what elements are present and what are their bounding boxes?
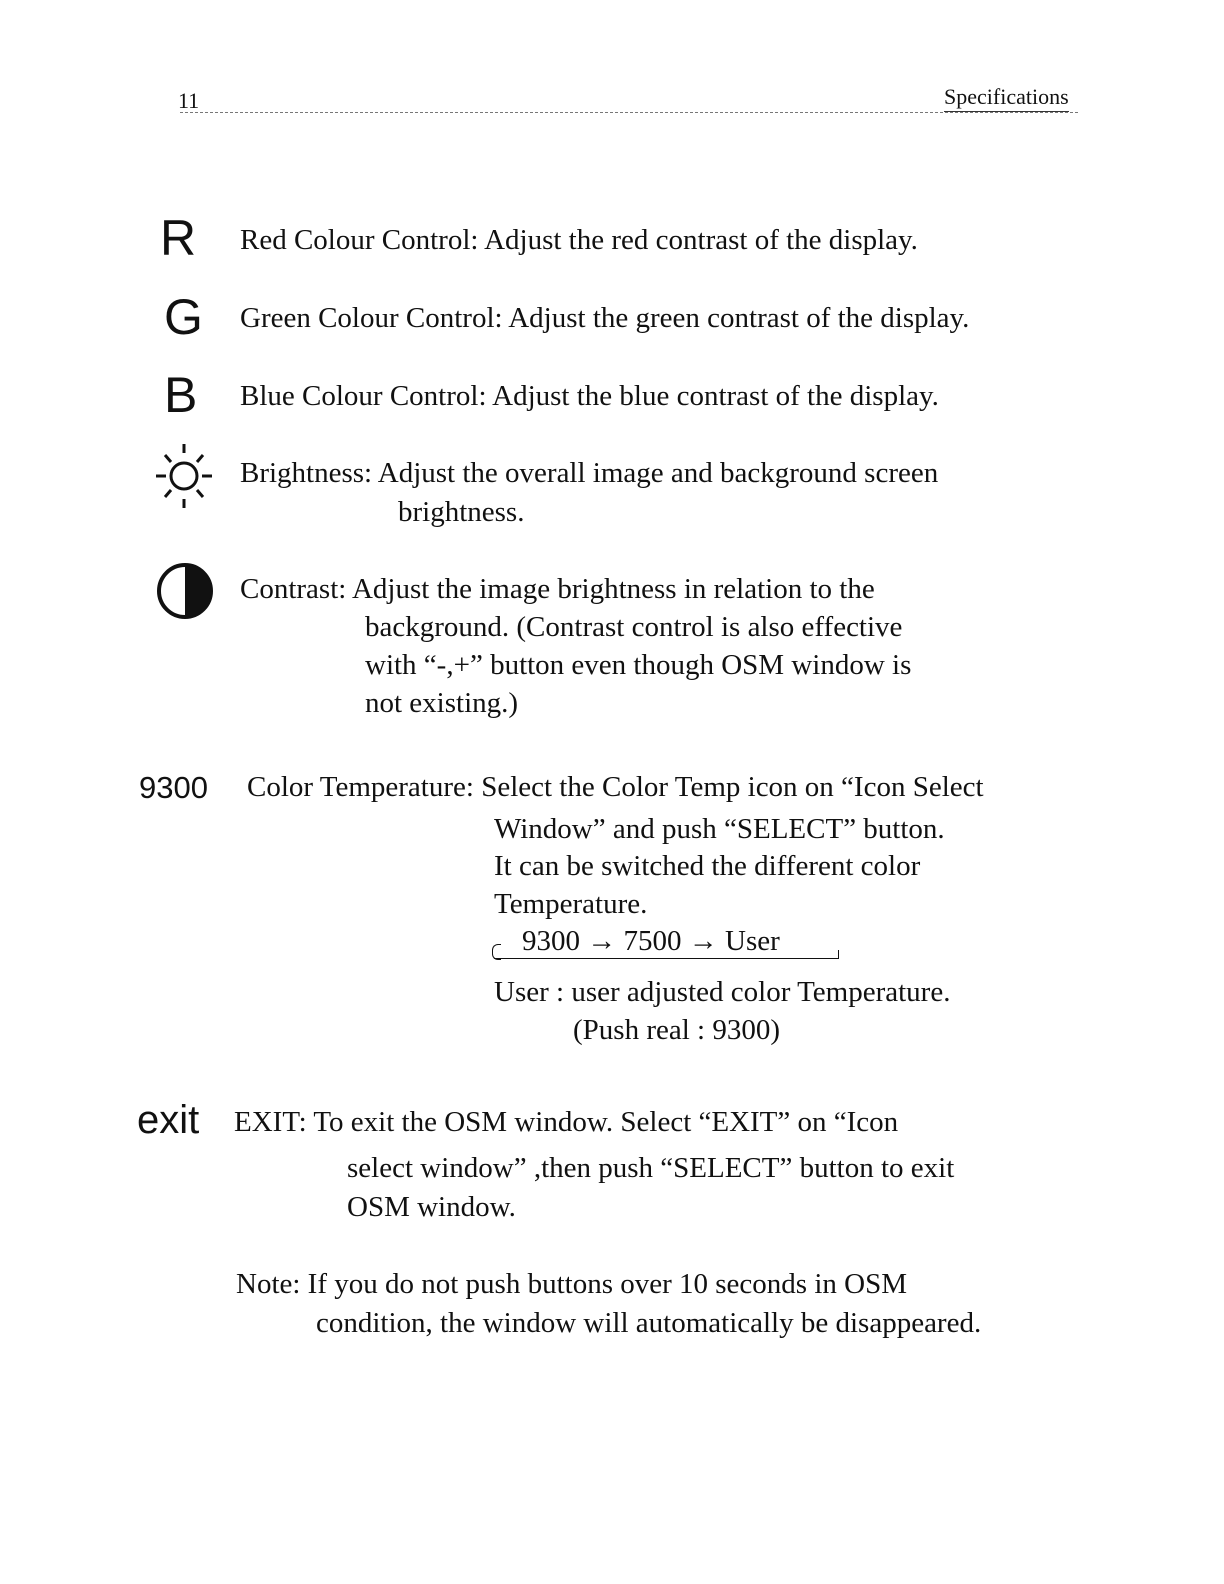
brightness-line-2: brightness. (398, 496, 525, 528)
color-temperature-line-5: User : user adjusted color Temperature. (494, 976, 951, 1008)
color-temperature-cycle: 9300 → 7500 → User (522, 925, 780, 957)
color-temperature-symbol: 9300 (139, 770, 208, 805)
contrast-line-3: with “-,+” button even though OSM window is (365, 649, 912, 681)
blue-symbol: B (164, 367, 198, 423)
page-number: 11 (178, 88, 200, 113)
contrast-line-4: not existing.) (365, 687, 519, 719)
exit-line-2: select window” ,then push “SELECT” button to exit (347, 1152, 955, 1184)
contrast-line-2: background. (Contrast control is also effective (365, 611, 903, 643)
contrast-half-circle-icon (156, 562, 214, 620)
color-temperature-line-6: (Push real : 9300) (573, 1014, 780, 1046)
blue-description: Blue Colour Control: Adjust the blue contrast of the display. (240, 380, 939, 412)
color-temperature-line-3: It can be switched the different color (494, 850, 921, 882)
header-rule (180, 112, 1078, 113)
red-description: Red Colour Control: Adjust the red contrast of the display. (240, 224, 918, 256)
exit-line-1: EXIT: To exit the OSM window. Select “EXIT” on “Icon (234, 1106, 899, 1138)
color-temperature-line-1: Color Temperature: Select the Color Temp icon on “Icon Select (247, 771, 984, 803)
note-line-2: condition, the window will automatically be disappeared. (316, 1307, 982, 1339)
color-temperature-line-2: Window” and push “SELECT” button. (494, 813, 945, 845)
note-line-1: Note: If you do not push buttons over 10 seconds in OSM (236, 1268, 907, 1300)
cycle-return-arrow-end (830, 950, 839, 959)
color-temperature-line-4: Temperature. (494, 888, 648, 920)
cycle-return-line (494, 958, 838, 959)
brightness-sun-icon (152, 440, 220, 512)
green-description: Green Colour Control: Adjust the green contrast of the display. (240, 302, 970, 334)
exit-symbol: exit (137, 1098, 200, 1142)
green-symbol: G (164, 289, 203, 345)
red-symbol: R (160, 210, 197, 266)
contrast-line-1: Contrast: Adjust the image brightness in relation to the (240, 573, 875, 605)
exit-line-3: OSM window. (347, 1191, 516, 1223)
header-section-title: Specifications (944, 84, 1069, 112)
brightness-line-1: Brightness: Adjust the overall image and background screen (240, 457, 939, 489)
